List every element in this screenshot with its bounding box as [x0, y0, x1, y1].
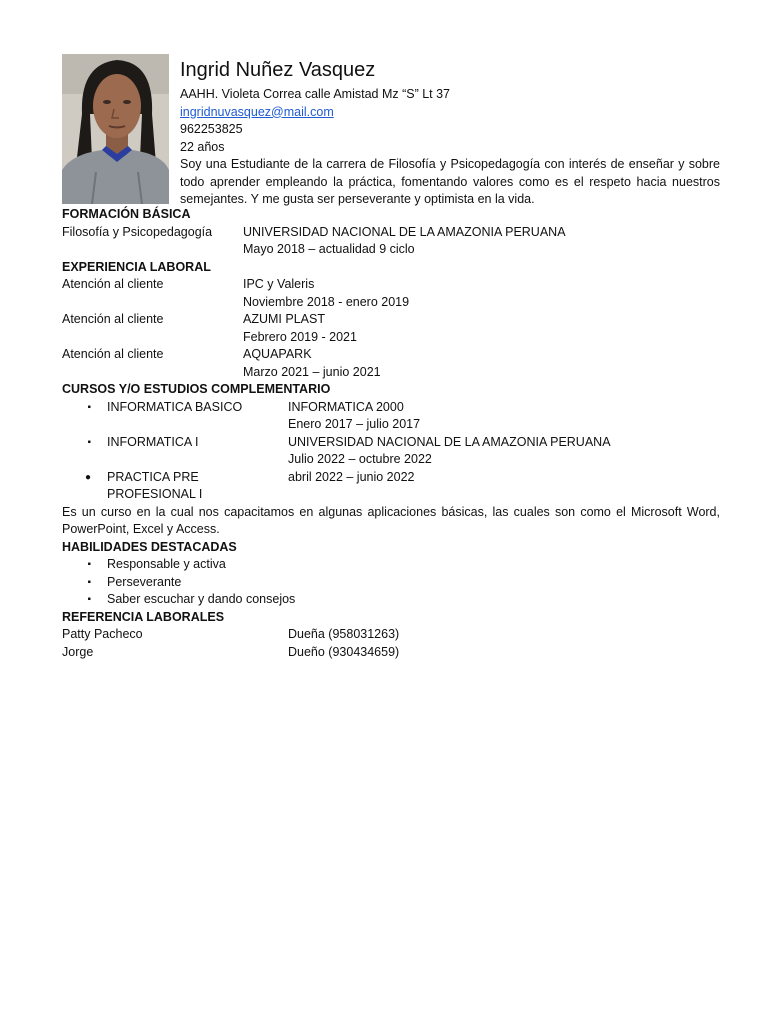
square-bullet-icon: ▪: [87, 559, 91, 570]
experience-company: IPC y Valeris: [243, 277, 315, 291]
square-bullet-icon: ▪: [87, 594, 91, 605]
experience-heading: EXPERIENCIA LABORAL: [62, 259, 211, 274]
skills-heading: HABILIDADES DESTACADAS: [62, 539, 237, 554]
education-institution: UNIVERSIDAD NACIONAL DE LA AMAZONIA PERUANA: [243, 224, 566, 239]
courses-note: Es un curso en la cual nos capacitamos en algunas aplicaciones básicas, las cuales son como el Microsoft Word, PowerPoint, Excel y Access.: [62, 504, 720, 536]
education-field: Filosofía y Psicopedagogía: [62, 224, 213, 239]
square-bullet-icon: ▪: [87, 576, 91, 588]
course-institution: UNIVERSIDAD NACIONAL DE LA AMAZONIA PERUANA: [288, 434, 611, 449]
course-item: [62, 399, 720, 434]
education-heading: FORMACIÓN BÁSICA: [62, 207, 191, 221]
email-link[interactable]: ingridnuvasquez@mail.com: [180, 104, 334, 119]
education-row: [62, 224, 720, 259]
experience-period: Febrero 2019 - 2021: [243, 329, 357, 344]
skill-label: Saber escuchar y dando consejos: [107, 592, 296, 606]
reference-item: [62, 626, 720, 644]
experience-period: Marzo 2021 – junio 2021: [243, 364, 381, 379]
experience-item: [62, 346, 720, 381]
skill-item: [62, 591, 720, 609]
experience-period: Noviembre 2018 - enero 2019: [243, 294, 410, 309]
reference-detail: Dueño (930434659): [288, 644, 400, 659]
course-title: PRACTICA PRE PROFESIONAL I: [107, 469, 203, 501]
course-period: Julio 2022 – octubre 2022: [288, 452, 432, 466]
resume-body: [62, 206, 720, 661]
candidate-name: Ingrid Nuñez Vasquez: [180, 59, 376, 81]
skill-label: Responsable y activa: [107, 557, 226, 571]
course-item: [62, 469, 720, 504]
skill-item: [62, 556, 720, 574]
skill-item: [62, 574, 720, 592]
experience-role: Atención al cliente: [62, 312, 164, 326]
course-title: INFORMATICA I: [107, 434, 199, 449]
square-bullet-icon: ▪: [87, 401, 91, 413]
course-period: Enero 2017 – julio 2017: [288, 417, 421, 431]
course-institution: INFORMATICA 2000: [288, 399, 404, 414]
experience-role: Atención al cliente: [62, 347, 164, 361]
experience-role: Atención al cliente: [62, 277, 164, 291]
profile-photo: [62, 54, 169, 204]
experience-item: [62, 311, 720, 346]
experience-company: AQUAPARK: [243, 347, 312, 361]
round-bullet-icon: ●: [84, 471, 91, 483]
course-period: abril 2022 – junio 2022: [288, 469, 415, 484]
age: 22 años: [180, 139, 225, 154]
courses-heading: CURSOS Y/O ESTUDIOS COMPLEMENTARIO: [62, 382, 331, 396]
experience-company: AZUMI PLAST: [243, 312, 325, 326]
reference-detail: Dueña (958031263): [288, 627, 400, 641]
course-title: INFORMATICA BASICO: [107, 399, 243, 414]
course-item: [62, 434, 720, 469]
address: AAHH. Violeta Correa calle Amistad Mz “S” Lt 37: [180, 87, 451, 101]
skill-label: Perseverante: [107, 574, 182, 589]
experience-item: [62, 276, 720, 311]
phone-number: 962253825: [180, 122, 243, 136]
education-period: Mayo 2018 – actualidad 9 ciclo: [243, 242, 415, 256]
reference-item: [62, 644, 720, 662]
references-heading: REFERENCIA LABORALES: [62, 609, 225, 624]
reference-name: Jorge: [62, 644, 94, 659]
square-bullet-icon: ▪: [87, 436, 91, 448]
profile-summary: Soy una Estudiante de la carrera de Filosofía y Psicopedagogía con interés de enseñar y sobre todo aprender empleando la práctica, fomentando valores como es el respeto hacia nuestros semejantes. Y me gusta ser perseverante y optimista en la vida.: [180, 157, 720, 206]
resume-header: [180, 57, 720, 209]
reference-name: Patty Pacheco: [62, 627, 143, 641]
